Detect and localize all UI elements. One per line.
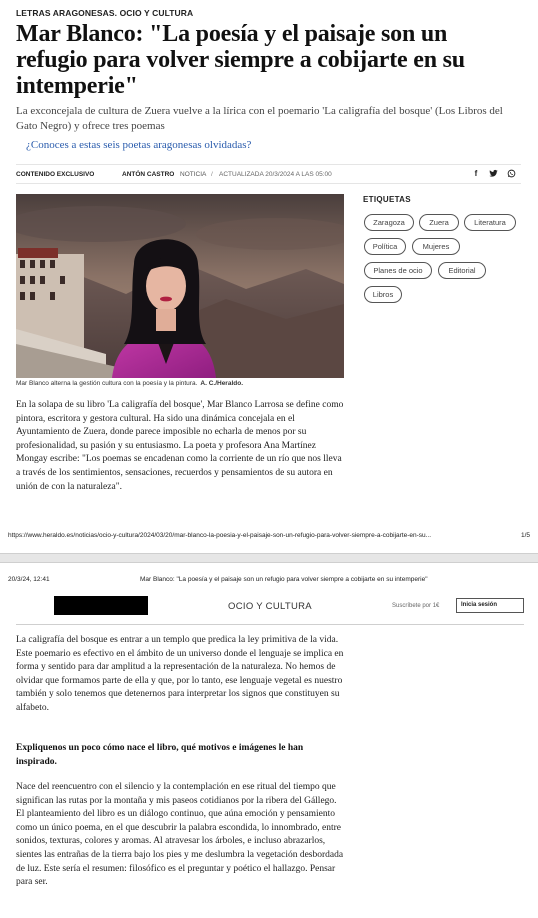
article-body-paragraph-2: La caligrafía del bosque es entrar a un templo que predica la ley primitiva de la vida. Este poemario es efectivo en el ámbito de un universo donde el lenguaje se implica en forma y sentido para dar amplitud a la representación de la naturaleza. No hemos de olvidar que formamos parte de ella y que, por lo tanto, ese lenguaje vegetal es nuestro también y solo tenemos que detenernos para interpretar los signos que constituyen su alfabeto.: [16, 635, 344, 713]
interview-question: Expliquenos un poco cómo nace el libro, qué motivos e imágenes le han inspirado.: [16, 743, 304, 767]
meta-separator: /: [211, 171, 213, 178]
facebook-icon[interactable]: f: [474, 169, 478, 178]
section-kicker[interactable]: LETRAS ARAGONESAS. OCIO Y CULTURA: [16, 8, 194, 18]
article-headline: Mar Blanco: "La poesía y el paisaje son un refugio para volver siempre a cobijarte en su intemperie": [16, 21, 465, 99]
article-body-paragraph-3: Nace del reencuentro con el silencio y la contemplación en ese ritual del tiempo que significan las rutas por la montaña y mis paseos cotidianos por la ribera del Gállego. El planteamiento del libro es un diálogo continuo, que aúna emoción y pensamiento como un único poema, en el que descubrir la palabra escondida, lo innombrado, entre sonidos, texturas, colores y aromas. Al atravesar los árboles, e incluso abrazarlos, sientes las entrañas de la tierra bajo los pies y me deslumbra la vegetación desbordada de luz. Este sería el resumen: filosófico es el preguntar y poético el hallazgo. Pensar para ser.: [16, 782, 344, 888]
twitter-icon[interactable]: [488, 169, 498, 179]
tag-zaragoza[interactable]: Zaragoza: [364, 214, 414, 231]
print-title: Mar Blanco: "La poesía y el paisaje son un refugio para volver siempre a cobijarte en su intemperie": [140, 576, 428, 583]
print-page-2: [0, 563, 538, 918]
print-url: https://www.heraldo.es/noticias/ocio-y-cultura/2024/03/20/mar-blanco-la-poesia-y-el-paisaje-son-un-refugio-para-volver-siempre-a-cobijarte-en-su...: [8, 532, 432, 539]
article-subhead: La exconcejala de cultura de Zuera vuelve a la lírica con el poemario 'La caligrafía del bosque' (Los Libros del Gato Negro) y ofrece tres poemas: [16, 105, 503, 132]
tag-mujeres[interactable]: Mujeres: [412, 238, 460, 255]
tag-politica[interactable]: Política: [364, 238, 406, 255]
tag-zuera[interactable]: Zuera: [419, 214, 459, 231]
related-article-link[interactable]: ¿Conoces a estas seis poetas aragonesas olvidadas?: [26, 139, 252, 151]
tags-heading: ETIQUETAS: [363, 195, 411, 204]
article-type: NOTICIA: [180, 171, 207, 178]
site-header: [16, 593, 524, 625]
article-body-paragraph-1: En la solapa de su libro 'La caligrafía del bosque', Mar Blanco Larrosa se define como pintora, escritora y gestora cultural. Ha sido una dinámica concejala en el Ayuntamiento de Zuera, donde parece imposible no echarla de menos por su profesionalidad, su pasión y su entusiasmo. La poeta y profesora Ana Martínez Mongay escribe: "Los poemas se encadenan como la corriente de un río que nos lleva a través de los sentimientos, sensaciones, recuerdos y pensamientos de su autora en unión de con la naturaleza".: [16, 400, 344, 492]
section-name[interactable]: OCIO Y CULTURA: [228, 601, 312, 612]
subscribe-link[interactable]: Suscríbete por 1€: [392, 603, 440, 609]
page-number: 1/5: [520, 532, 530, 539]
print-date: 20/3/24, 12:41: [8, 576, 50, 583]
article-meta-bar: [16, 164, 521, 184]
tag-editorial[interactable]: Editorial: [438, 262, 486, 279]
whatsapp-icon[interactable]: [506, 169, 516, 179]
photo-credit: A. C./Heraldo.: [200, 380, 244, 387]
updated-date: ACTUALIZADA 20/3/2024 A LAS 05:00: [219, 171, 332, 178]
login-button[interactable]: Inicia sesión: [456, 598, 524, 613]
tag-literatura[interactable]: Literatura: [464, 214, 516, 231]
page-break: [0, 553, 538, 563]
exclusive-label: CONTENIDO EXCLUSIVO: [16, 171, 95, 178]
caption-text: Mar Blanco alterna la gestión cultura con la poesía y la pintura.: [16, 380, 198, 387]
photo-caption: [16, 380, 243, 387]
author-name[interactable]: ANTÓN CASTRO: [122, 171, 175, 178]
article-photo: [16, 194, 344, 378]
tag-planes-de-ocio[interactable]: Planes de ocio: [364, 262, 432, 279]
tag-libros[interactable]: Libros: [364, 286, 402, 303]
